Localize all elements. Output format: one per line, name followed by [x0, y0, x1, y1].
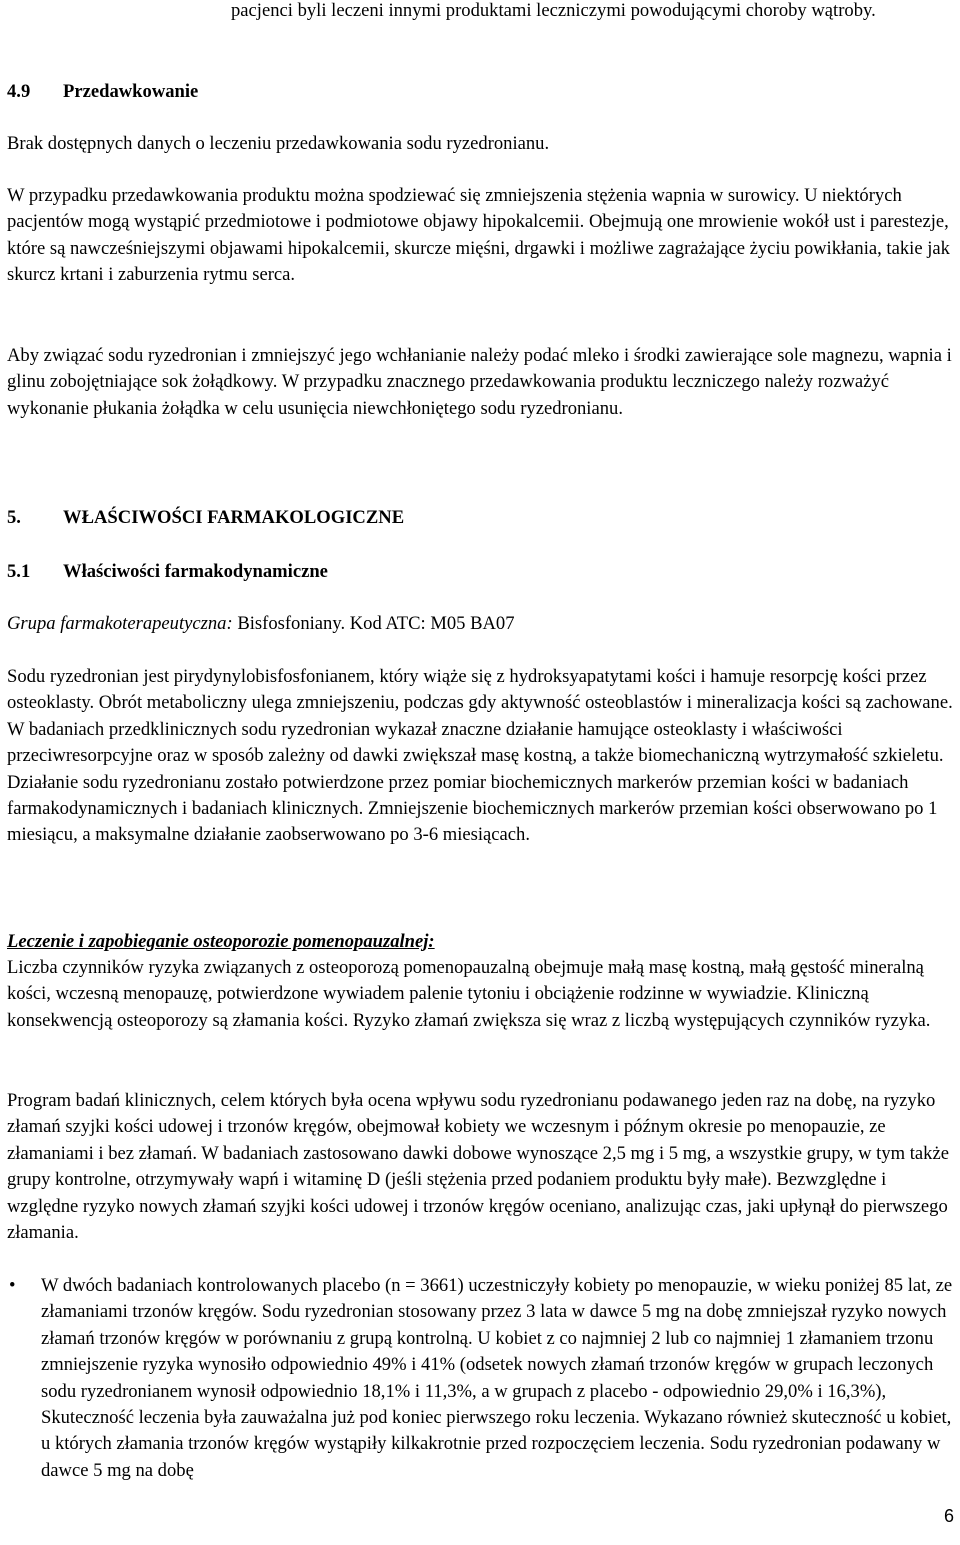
pharmacotherapeutic-group	[7, 611, 955, 637]
bullet-list-item	[7, 1273, 955, 1484]
continuation-text: pacjenci byli leczeni innymi produktami leczniczymi powodującymi choroby wątroby.	[231, 0, 876, 21]
risk-factors-paragraph: Liczba czynników ryzyka związanych z osteoporozą pomenopauzalną obejmuje małą masę kostną, małą gęstość mineralną kości, wczesną menopauzę, potwierdzone wywiadem palenie tytoniu i obciążenie rodzinne w wywiadzie. Kliniczną konsekwencją osteoporozy są złamania kości. Ryzyko złamań zwiększa się wraz z liczbą występujących czynników ryzyka.	[7, 957, 931, 1031]
group-label: Grupa farmakoterapeutyczna:	[7, 613, 233, 634]
section-4-9-heading	[7, 79, 955, 105]
section-5-heading	[7, 505, 955, 531]
overdose-paragraph-3: Aby związać sodu ryzedronian i zmniejszyć jego wchłanianie należy podać mleko i środki zawierające sole magnezu, wapnia i glinu zobojętniające sok żołądkowy. W przypadku znacznego przedawkowania produktu leczniczego należy rozważyć wykonanie płukania żołądka w celu usunięcia niewchłoniętego sodu ryzedronianu.	[7, 345, 952, 419]
section-title: Przedawkowanie	[63, 81, 199, 102]
section-number: 5.1	[7, 561, 31, 582]
group-value: Bisfosfoniany. Kod ATC: M05 BA07	[232, 613, 515, 634]
section-title: Właściwości farmakodynamiczne	[63, 561, 328, 582]
section-5-1-heading	[7, 559, 955, 585]
page-number: 6	[943, 1506, 954, 1526]
overdose-paragraph-1: Brak dostępnych danych o leczeniu przedawkowania sodu ryzedronianu.	[7, 133, 550, 154]
section-number: 4.9	[7, 81, 31, 102]
clinical-program-paragraph: Program badań klinicznych, celem których była ocena wpływu sodu ryzedronianu podawanego jeden raz na dobę, na ryzyko złamań szyjki kości udowej i trzonów kręgów, obejmował kobiety we wczesnym i późnym okresie po menopauzie, ze złamaniami i bez złamań. W badaniach zastosowano dawki dobowe wynoszące 2,5 mg i 5 mg, a wszystkie grupy, w tym także grupy kontrolne, otrzymywały wapń i witaminę D (jeśli stężenia przed podaniem produktu były małe). Bezwzględne i względne ryzyko nowych złamań szyjki kości udowej i trzonów kręgów oceniano, analizując czas, jaki upłynął do pierwszego złamania.	[7, 1090, 949, 1244]
section-title: WŁAŚCIWOŚCI FARMAKOLOGICZNE	[63, 507, 405, 528]
section-number: 5.	[7, 507, 21, 528]
bullet-text: W dwóch badaniach kontrolowanych placebo (n = 3661) uczestniczyły kobiety po menopauzie, w wieku poniżej 85 lat, ze złamaniami trzonów kręgów. Sodu ryzedronian stosowany przez 3 lata w dawce 5 mg na dobę zmniejszał ryzyko nowych złamań trzonów kręgów w porównaniu z grupą kontrolną. U kobiet z co najmniej 2 lub co najmniej 1 złamaniem trzonu zmniejszenie ryzyka wynosiło odpowiednio 49% i 41% (odsetek nowych złamań trzonów kręgów w grupach leczonych sodu ryzedronianem wynosił odpowiednio 18,1% i 11,3%, a w grupach z placebo - odpowiednio 29,0% i 16,3%), Skuteczność leczenia była zauważalna już pod koniec pierwszego roku leczenia. Wykazano również skuteczność u kobiet, u których złamania trzonów kręgów wystąpiły kilkakrotnie przed rozpoczęciem leczenia. Sodu ryzedronian podawany w dawce 5 mg na dobę	[41, 1275, 953, 1481]
overdose-paragraph-2: W przypadku przedawkowania produktu można spodziewać się zmniejszenia stężenia wapnia w surowicy. U niektórych pacjentów mogą wystąpić przedmiotowe i podmiotowe objawy hipokalcemii. Obejmują one mrowienie wokół ust i parestezje, które są nawcześniejszymi objawami hipokalcemii, skurcze mięśni, drgawki i możliwe zagrażające życiu powikłania, takie jak skurcz krtani i zaburzenia rytmu serca.	[7, 185, 950, 286]
pharmacodynamics-paragraph: Sodu ryzedronian jest pirydynylobisfosfonianem, który wiąże się z hydroksyapatytami kości i hamuje resorpcję kości przez osteoklasty. Obrót metaboliczny ulega zmniejszeniu, podczas gdy aktywność osteoblastów i mineralizacja kości są zachowane. W badaniach przedklinicznych sodu ryzedronian wykazał znaczne działanie hamujące osteoklasty i właściwości przeciwresorpcyjne oraz w sposób zależny od dawki zwiększał masę kostną, a także biomechaniczną wytrzymałość szkieletu. Działanie sodu ryzedronianu zostało potwierdzone przez pomiar biochemicznych markerów przemian kości w badaniach farmakodynamicznych i badaniach klinicznych. Zmniejszenie biochemicznych markerów przemian kości obserwowano po 1 miesiącu, a maksymalne działanie zaobserwowano po 3-6 miesiącach.	[7, 666, 953, 846]
bullet-icon: •	[9, 1275, 16, 1296]
subsection-heading: Leczenie i zapobieganie osteoporozie pomenopauzalnej:	[7, 931, 435, 952]
